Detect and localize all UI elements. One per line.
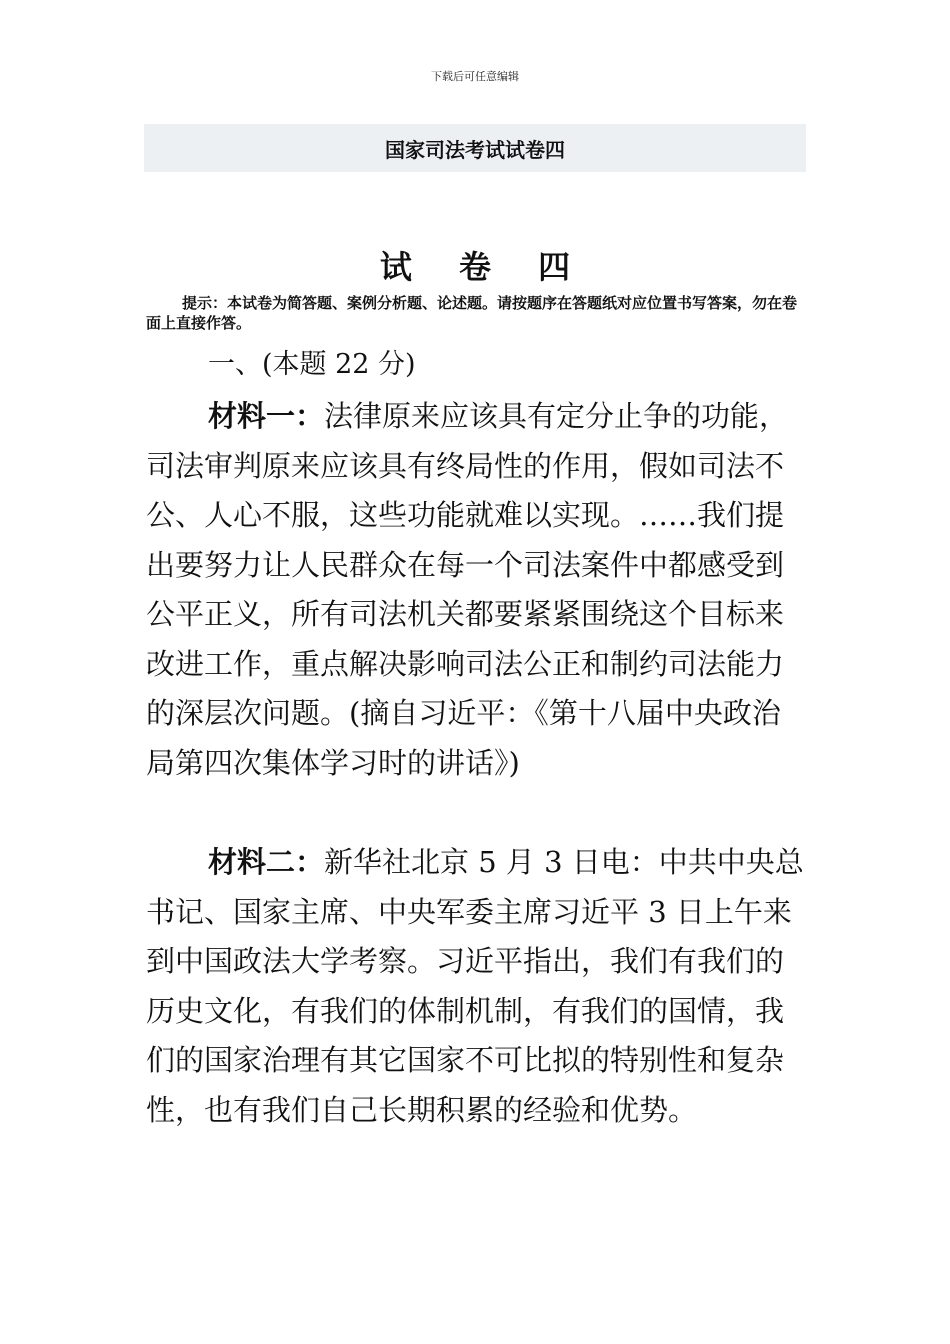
download-note: 下载后可任意编辑: [431, 70, 519, 83]
material-one-label: 材料一：: [208, 399, 325, 433]
material-one-paragraph: [146, 392, 806, 788]
material-one-text: 法律原来应该具有定分止争的功能，司法审判原来应该具有终局性的作用，假如司法不公、人心不服，这些功能就难以实现。……我们提出要努力让人民群众在每一个司法案件中都感受到公平正义，所有司法机关都要紧紧围绕这个目标来改进工作，重点解决影响司法公正和制约司法能力的深层次问题。(摘自习近平：《第十八届中央政治局第四次集体学习时的讲话》): [146, 399, 789, 780]
title-band: [144, 124, 806, 172]
material-two-label: 材料二：: [208, 845, 325, 879]
document-title: 国家司法考试试卷四: [385, 137, 565, 162]
material-two-text: 新华社北京 5 月 3 日电：中共中央总书记、国家主席、中央军委主席习近平 3 日上午来到中国政法大学考察。习近平指出，我们有我们的历史文化，有我们的体制机制，有我们的国情，我们的国家治理有其它国家不可比拟的特别性和复杂性，也有我们自己长期积累的经验和优势。: [146, 845, 804, 1127]
question-heading: 一、(本题 22 分): [208, 349, 416, 380]
material-two-paragraph: [146, 838, 806, 1135]
paper-title: 试 卷 四: [379, 248, 589, 286]
answer-instructions: 提示：本试卷为简答题、案例分析题、论述题。请按题序在答题纸对应位置书写答案，勿在卷面上直接作答。: [146, 294, 798, 332]
